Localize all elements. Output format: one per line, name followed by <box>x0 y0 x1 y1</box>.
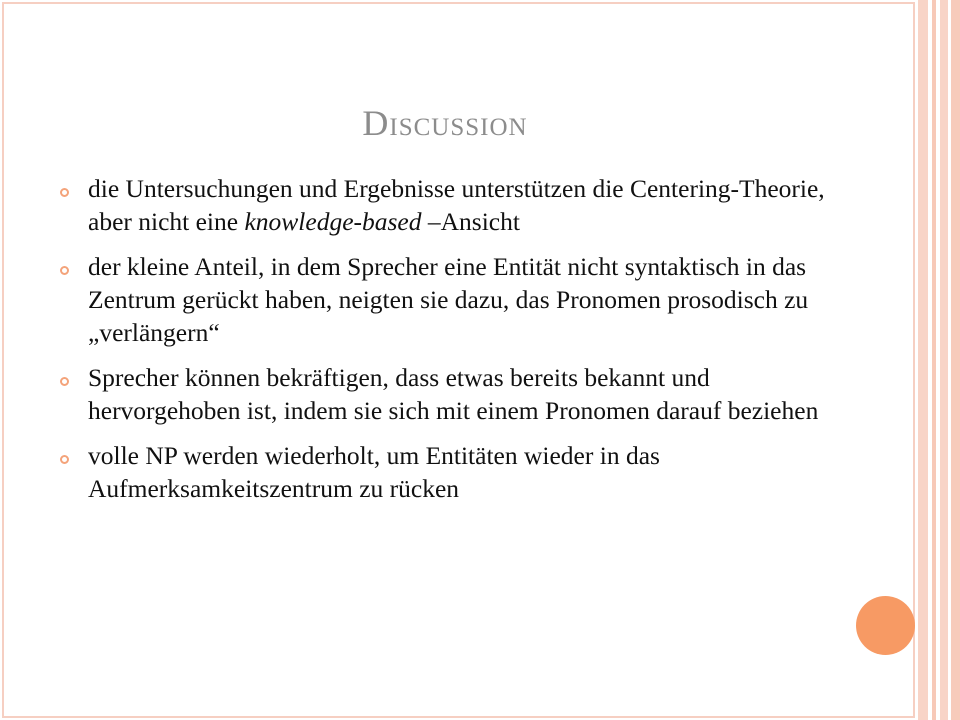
bullet-item <box>60 172 850 238</box>
bullet-text: volle NP werden wiederholt, um Entitäten wieder in das Aufmerksamkeitszentrum zu rücken <box>88 441 660 503</box>
bullet-item <box>60 250 850 349</box>
bullet-item <box>60 439 850 505</box>
decorative-stripe <box>940 0 948 720</box>
bullet-text: Sprecher können bekräftigen, dass etwas bereits bekannt und hervorgehoben ist, indem sie sich mit einem Pronomen darauf beziehen <box>88 363 819 425</box>
bullet-item <box>60 361 850 427</box>
bullet-text: die Untersuchungen und Ergebnisse unterstützen die Centering-Theorie, aber nicht eine knowledge-based –Ansicht <box>88 174 825 236</box>
ring-bullet-icon <box>60 455 69 464</box>
ring-bullet-icon <box>60 377 69 386</box>
decorative-stripe <box>918 0 928 720</box>
decorative-stripe <box>951 0 960 720</box>
decorative-stripe <box>932 0 936 720</box>
orange-circle <box>856 596 915 655</box>
slide-title: Discussion <box>362 103 528 143</box>
bullet-list <box>60 172 850 517</box>
ring-bullet-icon <box>60 266 69 275</box>
bullet-text: der kleine Anteil, in dem Sprecher eine Entität nicht syntaktisch in das Zentrum gerückt haben, neigten sie dazu, das Pronomen prosodisch zu „verlängern“ <box>88 252 809 347</box>
ring-bullet-icon <box>60 188 69 197</box>
